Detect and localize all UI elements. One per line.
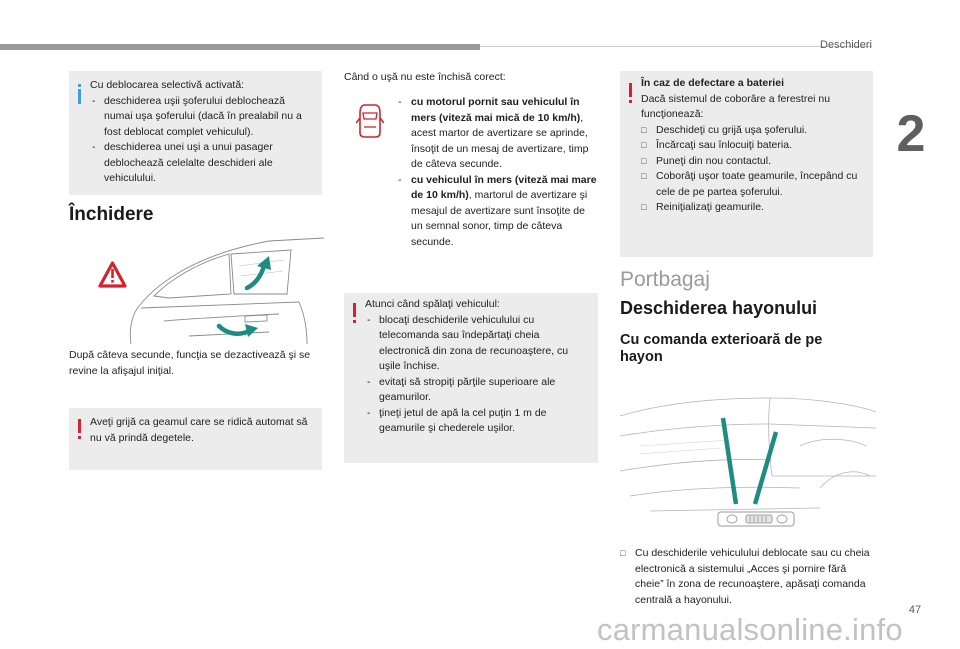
list-item (396, 95, 598, 173)
list-item-text: , martorul de avertizare şi mesajul de avertizare sunt însoţite de un semnal sonor, timp de câteva secunde. (411, 189, 588, 248)
list-item-text: , acest martor de avertizare se aprinde, însoţit de un mesaj de avertizare, timp de câteva secunde. (411, 111, 589, 170)
warning-icon (353, 303, 356, 317)
list-item: - deschiderea uşii şoferului deblochează numai uşa şoferului (dacă în prealabil nu a fost deblocat complet vehiculul). (90, 94, 316, 141)
heading-tailgate-opening: Deschiderea hayonului (620, 298, 818, 318)
chapter-number: 2 (896, 105, 926, 163)
tailgate-control-panel (718, 512, 794, 526)
header-title: Deschideri (820, 39, 872, 51)
warning-box-battery (620, 71, 873, 257)
section-heading-closing: Închidere (69, 204, 154, 225)
list-item: - deschiderea unei uşi a unui pasager deblochează celelalte deschideri ale vehiculului. (90, 140, 316, 187)
battery-title: În caz de defectare a bateriei (641, 77, 784, 89)
list-item (396, 173, 598, 251)
subheading-exterior-control: Cu comanda exterioară de pe hayon (620, 332, 823, 365)
closing-paragraph: După câteva secunde, funcţia se dezactivează şi se revine la afişajul iniţial. (69, 349, 311, 377)
battery-intro: Dacă sistemul de coborâre a ferestrei nu funcţionează: (641, 92, 831, 120)
washing-intro: Atunci când spălaţi vehiculul: (365, 298, 500, 310)
warning-box-washing (344, 293, 598, 463)
list-item: □ Încărcaţi sau înlocuiţi bateria. (641, 138, 867, 154)
list-item: - blocaţi deschiderile vehiculului cu telecomanda sau îndepărtaţi cheia electronică din zona de recunoaştere, cu uşile închise. (365, 313, 592, 375)
window-up-arrow-icon (247, 256, 271, 288)
list-item: □ Reiniţializaţi geamurile. (641, 200, 867, 216)
list-item-bold: cu vehiculul în mers (viteză mai mare de 10 km/h) (411, 173, 597, 201)
list-item: □ Coborâţi uşor toate geamurile, începând cu cele de pe partea şoferului. (641, 169, 867, 200)
list-item: - ţineţi jetul de apă la cel puţin 1 m de geamurile şi chederele uşilor. (365, 406, 592, 437)
list-item-bold: cu motorul pornit sau vehiculul în mers (viteză mai mică de 10 km/h) (411, 96, 581, 124)
warning-icon (78, 419, 81, 433)
info-icon (78, 89, 81, 104)
door-warning-list (396, 95, 598, 250)
page-number: 47 (908, 604, 922, 616)
warning-triangle-icon (100, 263, 125, 286)
door-open-warning-lamp-icon (356, 103, 384, 139)
handle-arrow-icon (219, 324, 258, 337)
tailgate-step (620, 546, 872, 608)
section-title-boot: Portbagaj (620, 268, 710, 291)
list-item: □ Cu deschiderile vehiculului deblocate sau cu cheia electronică a sistemului „Acces şi pornire fără cheie” în zona de recunoaştere, apăsaţi comanda centrală a hayonului. (620, 546, 872, 608)
watermark: carmanualsonline.info (597, 612, 903, 647)
warning-icon (629, 83, 632, 97)
pointer-arrows-icon (723, 418, 776, 504)
list-item: □ Puneţi din nou contactul. (641, 154, 867, 170)
list-item: - evitaţi să stropiţi părţile superioare ale geamurilor. (365, 375, 592, 406)
tailgate-illustration (620, 376, 876, 540)
info-box-intro: Cu deblocarea selectivă activată: (90, 79, 245, 91)
door-open-intro: Când o uşă nu este închisă corect: (344, 71, 506, 83)
warning-text: Aveţi grijă ca geamul care se ridică automat să nu vă prindă degetele. (90, 416, 308, 444)
list-item: □ Deschideţi cu grijă uşa şoferului. (641, 123, 867, 139)
car-door-outline (130, 238, 324, 344)
warning-box-window (69, 408, 322, 470)
info-box-selective-unlock (69, 71, 322, 195)
header-bar (0, 44, 480, 50)
door-window-illustration (69, 236, 324, 344)
